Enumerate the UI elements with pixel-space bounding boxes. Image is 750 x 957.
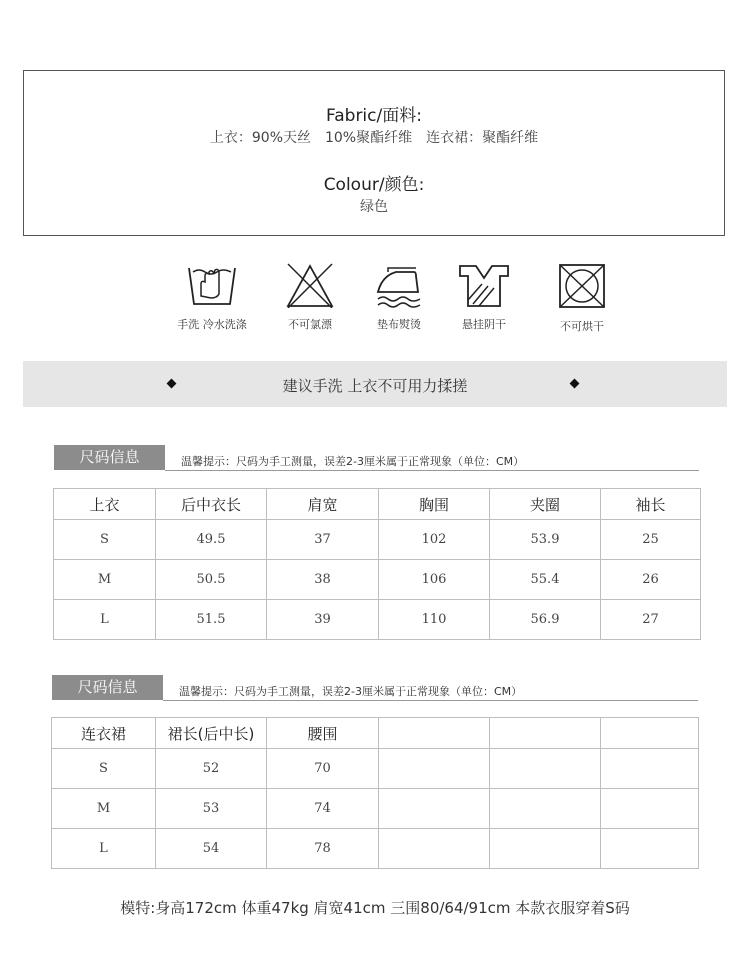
no-bleach-icon [285,262,335,308]
table-cell: 52 [156,749,267,789]
table-cell: 106 [379,560,490,600]
hand-wash-icon [187,262,237,308]
column-header: 夹圈 [490,489,601,520]
fabric-text: 上衣：90%天丝 10%聚酯纤维 连衣裙：聚酯纤维 [209,130,539,146]
iron-with-cloth-icon [374,262,424,308]
table-cell: 25 [601,520,701,560]
wash-advice-text: 建议手洗 上衣不可用力揉搓 [282,377,468,395]
care-item-hand-wash [167,262,257,332]
divider [163,700,698,701]
table-cell: 74 [267,789,379,829]
top-size-table [53,488,701,640]
table-cell: S [52,749,156,789]
column-header [490,718,601,749]
no-tumble-dry-icon [557,262,607,310]
table-cell: L [52,829,156,869]
table-cell: 37 [267,520,379,560]
table-cell: 54 [156,829,267,869]
table-cell: 26 [601,560,701,600]
table-row [52,829,699,869]
table-cell: M [54,560,156,600]
column-header [601,718,699,749]
care-item-hang-dry-shade [439,262,529,332]
column-header: 腰围 [267,718,379,749]
table-cell: 53.9 [490,520,601,560]
table-row [52,749,699,789]
care-item-iron-cloth [354,262,444,332]
table-cell: 55.4 [490,560,601,600]
table-cell: L [54,600,156,640]
column-header: 胸围 [379,489,490,520]
column-header [379,718,490,749]
care-item-no-tumble-dry [537,262,627,334]
care-label: 悬挂阴干 [462,318,506,331]
table-cell: 27 [601,600,701,640]
table-row [54,520,701,560]
colour-heading: Colour/颜色: [323,175,425,195]
divider [165,470,699,471]
table-cell [601,789,699,829]
table-cell [601,829,699,869]
fabric-heading: Fabric/面料: [326,106,422,126]
top-size-header [54,445,699,471]
dress-size-table [51,717,699,869]
table-cell [379,829,490,869]
column-header: 后中衣长 [156,489,267,520]
model-info: 模特:身高172cm 体重47kg 肩宽41cm 三围80/64/91cm 本款衣服穿着S码 [120,899,630,917]
table-header-row [54,489,701,520]
table-row [54,560,701,600]
table-cell: 78 [267,829,379,869]
table-cell: S [54,520,156,560]
size-tip: 温馨提示：尺码为手工测量，误差2-3厘米属于正常现象（单位：CM） [181,455,525,468]
table-row [54,600,701,640]
fabric-info-box [23,70,725,236]
table-cell [490,789,601,829]
column-header: 连衣裙 [52,718,156,749]
table-cell [490,749,601,789]
table-cell [490,829,601,869]
table-cell [379,749,490,789]
table-cell [379,789,490,829]
column-header: 袖长 [601,489,701,520]
table-cell: 51.5 [156,600,267,640]
table-cell: 56.9 [490,600,601,640]
size-tip: 温馨提示：尺码为手工测量，误差2-3厘米属于正常现象（单位：CM） [179,685,523,698]
care-instructions [0,262,750,342]
table-cell: 70 [267,749,379,789]
table-cell: 50.5 [156,560,267,600]
table-row [52,789,699,829]
care-label: 手洗 冷水洗涤 [177,318,247,331]
table-cell: 49.5 [156,520,267,560]
care-item-no-bleach [265,262,355,332]
table-cell: 39 [267,600,379,640]
size-info-tag: 尺码信息 [52,675,163,700]
colour-text: 绿色 [360,199,388,215]
wash-advice-banner [23,361,727,407]
care-label: 垫布熨烫 [377,318,421,331]
care-label: 不可氯漂 [288,318,332,331]
table-cell: 38 [267,560,379,600]
hang-dry-shade-icon [456,262,512,308]
care-label: 不可烘干 [560,320,604,333]
table-header-row [52,718,699,749]
table-cell: 110 [379,600,490,640]
dress-size-header [52,675,698,701]
table-cell: M [52,789,156,829]
size-info-tag: 尺码信息 [54,445,165,470]
column-header: 裙长(后中长) [156,718,267,749]
table-cell: 102 [379,520,490,560]
column-header: 肩宽 [267,489,379,520]
column-header: 上衣 [54,489,156,520]
table-cell: 53 [156,789,267,829]
table-cell [601,749,699,789]
